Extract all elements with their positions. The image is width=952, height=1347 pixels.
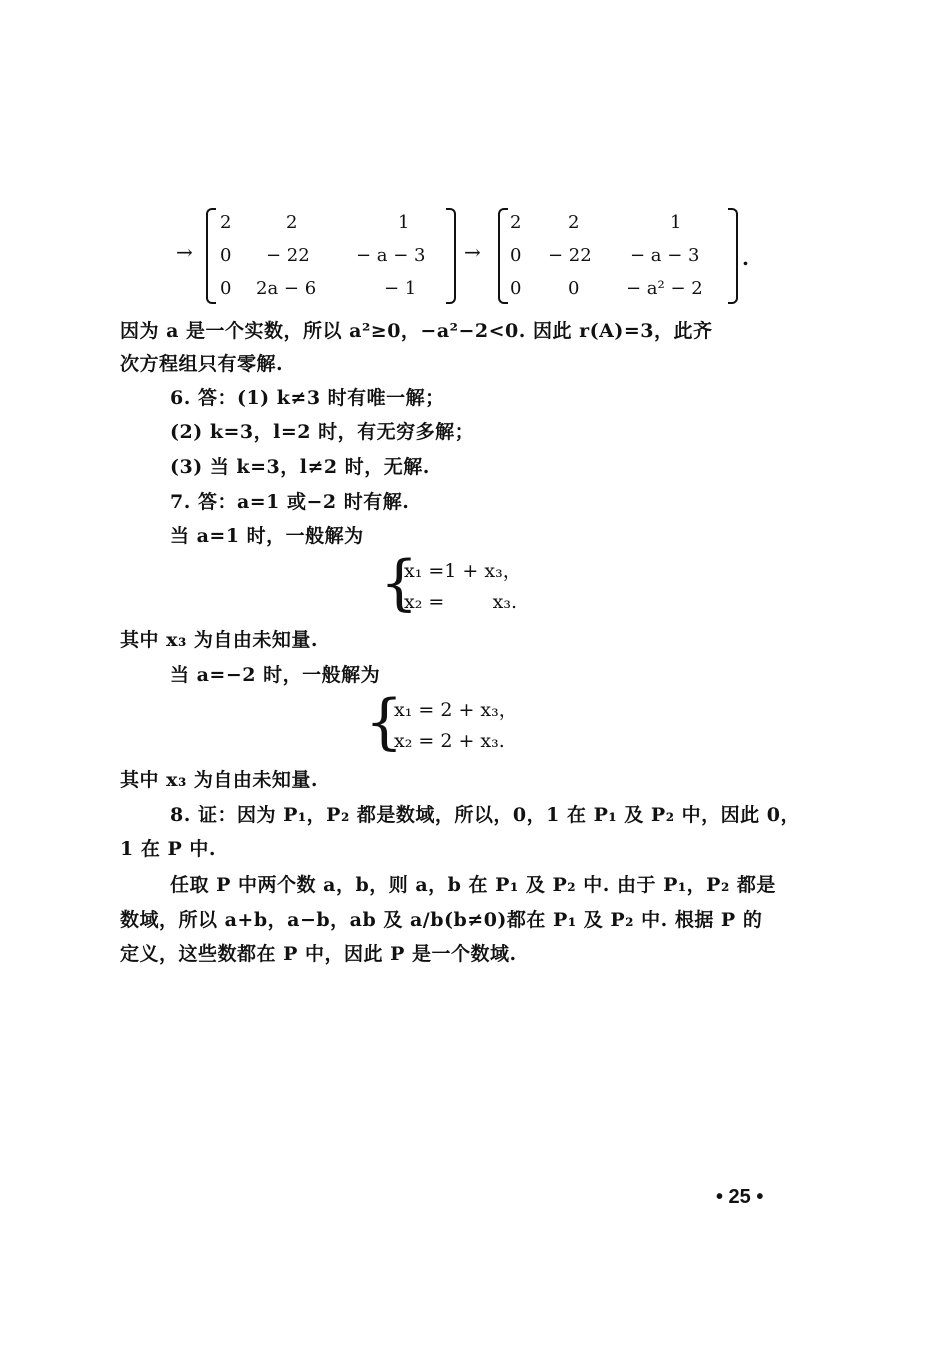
text-line-14: 数域，所以 a+b，a−b，ab 及 a/b(b≠0)都在 P₁ 及 P₂ 中. 根据 P 的 [120,909,763,931]
m1-r1-c3: 1 [398,212,410,233]
m1-r2-c3: − a − 3 [356,245,426,266]
m1-r3-c1: 0 [220,278,232,299]
arrow-1: → [176,240,193,264]
text-line-11: 8. 证：因为 P₁，P₂ 都是数域，所以，0，1 在 P₁ 及 P₂ 中，因此 0， [170,804,800,826]
m1-r3-c3: − 1 [384,278,417,299]
system-1-eq2: x₂ = x₃. [404,591,517,613]
text-line-3: 6. 答：(1) k≠3 时有唯一解； [170,387,445,409]
matrix-1 [206,208,456,300]
arrow-2: → [464,240,481,264]
matrix-end-period: . [742,246,749,270]
m2-r3-c2: 0 [568,278,580,299]
matrix-2-right-bracket [728,208,738,304]
text-line-12: 1 在 P 中. [120,838,216,860]
text-line-6: 7. 答：a=1 或−2 时有解. [170,491,410,513]
text-line-5: (3) 当 k=3，l≠2 时，无解. [170,456,430,478]
m2-r2-c3: − a − 3 [630,245,700,266]
m2-r3-c3: − a² − 2 [626,278,703,299]
text-line-15: 定义，这些数都在 P 中，因此 P 是一个数域. [120,943,517,965]
text-line-2: 次方程组只有零解. [120,353,284,375]
text-line-7: 当 a=1 时，一般解为 [170,525,364,547]
m2-r1-c1: 2 [510,212,522,233]
text-line-10: 其中 x₃ 为自由未知量. [120,769,318,791]
m2-r3-c1: 0 [510,278,522,299]
system-2-eq1: x₁ = 2 + x₃， [394,699,518,721]
m2-r2-c1: 0 [510,245,522,266]
m1-r1-c1: 2 [220,212,232,233]
m2-r1-c2: 2 [568,212,580,233]
m1-r1-c2: 2 [286,212,298,233]
page-number: • 25 • [716,1186,764,1208]
m2-r1-c3: 1 [670,212,682,233]
matrix-2 [498,208,738,300]
matrix-1-left-bracket [206,208,216,304]
matrix-2-left-bracket [498,208,508,304]
system-2-eq2: x₂ = 2 + x₃. [394,730,505,752]
text-line-8: 其中 x₃ 为自由未知量. [120,629,318,651]
text-line-9: 当 a=−2 时，一般解为 [170,664,381,686]
system-1-brace: { [380,548,419,618]
matrix-1-right-bracket [446,208,456,304]
m1-r2-c1: 0 [220,245,232,266]
m2-r2-c2: − 22 [548,245,592,266]
m1-r2-c2: − 22 [266,245,310,266]
text-line-13: 任取 P 中两个数 a，b，则 a，b 在 P₁ 及 P₂ 中. 由于 P₁，P₂ 都是 [170,874,776,896]
system-1-eq1: x₁ =1 + x₃， [404,560,522,582]
system-2-brace: { [365,687,404,757]
text-line-1: 因为 a 是一个实数，所以 a²≥0，−a²−2<0. 因此 r(A)=3，此齐 [120,320,713,342]
m1-r3-c2: 2a − 6 [256,278,317,299]
text-line-4: (2) k=3，l=2 时，有无穷多解； [170,421,475,443]
